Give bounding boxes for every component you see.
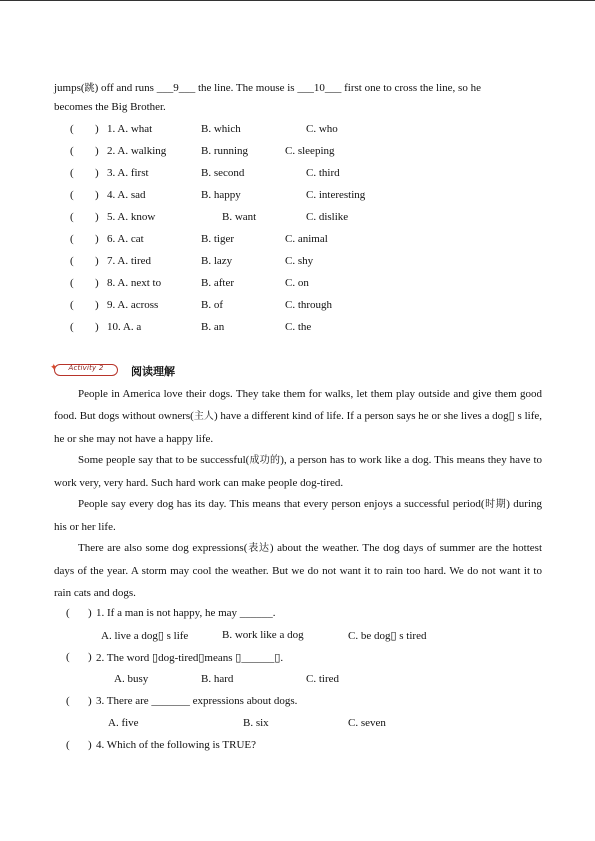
question-stem: 3. There are _______ expressions about dogs. <box>96 695 298 707</box>
answer-close-paren: ) <box>95 255 99 267</box>
blank-10: ___10___ <box>297 82 342 94</box>
answer-open-paren: ( <box>70 211 74 223</box>
option-b: B. running <box>201 145 249 157</box>
chinese-gloss: 表达 <box>247 543 270 554</box>
option-a: A. five <box>108 717 139 729</box>
passage-paragraph-3: People say every dog has its day. This means that every person enjoys a successful period(时期) during his or her life. <box>54 498 542 533</box>
option-b: B. lazy <box>201 255 233 267</box>
answer-open-paren: ( <box>70 189 74 201</box>
answer-open-paren: ( <box>70 167 74 179</box>
option-a: 6. A. cat <box>107 233 144 245</box>
option-a: A. busy <box>114 673 149 685</box>
answer-close-paren: ) <box>88 607 92 619</box>
option-c: C. third <box>306 167 340 179</box>
option-c: C. sleeping <box>285 145 335 157</box>
answer-close-paren: ) <box>95 211 99 223</box>
cloze-text: the line. The mouse is <box>195 82 298 94</box>
blank-9: ___9___ <box>156 82 196 94</box>
option-c: C. animal <box>285 233 328 245</box>
question-stem: 2. The word ▯dog-tired▯means ▯______▯. <box>96 652 284 664</box>
option-c: C. interesting <box>306 189 366 201</box>
answer-close-paren: ) <box>95 189 99 201</box>
cloze-line-2: becomes the Big Brother. <box>54 101 166 113</box>
option-a: 5. A. know <box>107 211 156 223</box>
answer-open-paren: ( <box>70 233 74 245</box>
option-b: B. work like a dog <box>222 629 304 641</box>
answer-close-paren: ) <box>95 167 99 179</box>
option-c: C. the <box>285 321 312 333</box>
option-b: B. tiger <box>201 233 234 245</box>
star-icon: ✦ <box>50 362 58 372</box>
option-c: C. on <box>285 277 309 289</box>
option-b: B. which <box>201 123 241 135</box>
option-a: 7. A. tired <box>107 255 151 267</box>
option-b: B. hard <box>201 673 234 685</box>
answer-open-paren: ( <box>66 607 70 619</box>
answer-open-paren: ( <box>70 321 74 333</box>
option-c: C. who <box>306 123 338 135</box>
answer-open-paren: ( <box>70 299 74 311</box>
option-c: C. seven <box>348 717 386 729</box>
activity-badge <box>50 362 118 376</box>
answer-close-paren: ) <box>88 739 92 751</box>
option-b: B. second <box>201 167 245 179</box>
page-top-rule <box>0 0 595 1</box>
answer-open-paren: ( <box>66 651 70 663</box>
cloze-text: jumps( <box>54 82 85 94</box>
option-b: B. after <box>201 277 234 289</box>
answer-close-paren: ) <box>95 233 99 245</box>
answer-open-paren: ( <box>70 277 74 289</box>
answer-close-paren: ) <box>88 651 92 663</box>
option-b: B. six <box>243 717 269 729</box>
option-b: B. want <box>222 211 257 223</box>
chinese-gloss: 主人 <box>193 411 214 422</box>
answer-close-paren: ) <box>95 321 99 333</box>
answer-close-paren: ) <box>88 695 92 707</box>
answer-open-paren: ( <box>70 123 74 135</box>
option-a: 3. A. first <box>107 167 149 179</box>
question-stem: 4. Which of the following is TRUE? <box>96 739 256 751</box>
section-title: 阅读理解 <box>131 365 175 378</box>
chinese-gloss: 跳 <box>84 83 95 94</box>
answer-open-paren: ( <box>66 695 70 707</box>
answer-close-paren: ) <box>95 123 99 135</box>
answer-close-paren: ) <box>95 145 99 157</box>
cloze-text: first one to cross the line, so he <box>341 82 481 94</box>
option-c: C. tired <box>306 673 339 685</box>
option-c: C. be dog▯ s tired <box>348 630 427 642</box>
option-b: B. happy <box>201 189 241 201</box>
chinese-gloss: 时期 <box>484 499 507 510</box>
cloze-text: ) off and runs <box>94 82 157 94</box>
passage-paragraph-2: Some people say that to be successful(成功的), a person has to work like a dog. This means they have to work very, very hard. Such hard work can make people dog-tired. <box>54 454 543 489</box>
option-c: C. dislike <box>306 211 349 223</box>
answer-close-paren: ) <box>95 299 99 311</box>
option-a: 8. A. next to <box>107 277 162 289</box>
option-b: B. of <box>201 299 223 311</box>
option-b: B. an <box>201 321 225 333</box>
option-a: 2. A. walking <box>107 145 167 157</box>
option-a: 4. A. sad <box>107 189 146 201</box>
option-a: 10. A. a <box>107 321 142 333</box>
answer-close-paren: ) <box>95 277 99 289</box>
option-a: A. live a dog▯ s life <box>101 630 189 642</box>
option-a: 9. A. across <box>107 299 159 311</box>
answer-open-paren: ( <box>70 255 74 267</box>
chinese-gloss: 成功的 <box>249 455 281 466</box>
question-stem: 1. If a man is not happy, he may ______. <box>96 607 276 619</box>
option-a: 1. A. what <box>107 123 153 135</box>
cloze-line-1 <box>54 79 481 94</box>
answer-open-paren: ( <box>66 739 70 751</box>
answer-open-paren: ( <box>70 145 74 157</box>
option-c: C. through <box>285 299 333 311</box>
passage-paragraph-4: There are also some dog expressions(表达) about the weather. The dog days of summer are the hottest days of the year. A storm may cool the weather. But we do not want it to rain too hard. We do not want it to rain cats and dogs. <box>54 542 542 599</box>
option-c: C. shy <box>285 255 314 267</box>
activity-badge-label: Activity 2 <box>68 364 104 372</box>
passage-paragraph-1: People in America love their dogs. They take them for walks, let them play outside and give them good food. But dogs without owners(主人) have a different kind of life. If a person says he or she lives a dog▯ s life, he or she may not have a happy life. <box>54 388 542 445</box>
